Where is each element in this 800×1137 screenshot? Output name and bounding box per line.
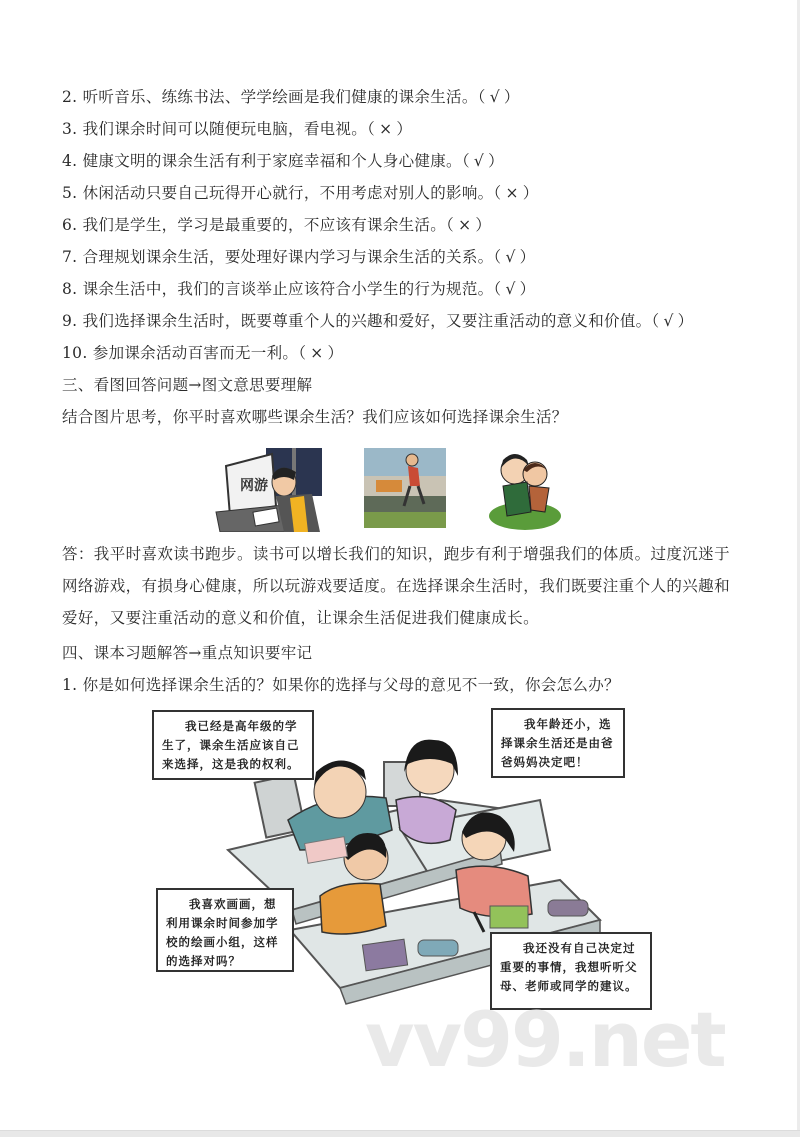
reading-picture (487, 446, 563, 534)
speech-bubble-top-right: 我年龄还小，选择课余生活还是由爸爸妈妈决定吧！ (491, 708, 625, 778)
section-4-question: 1. 你是如何选择课余生活的？如果你的选择与父母的意见不一致，你会怎么办？ (62, 676, 620, 694)
answer-mark: √ (489, 88, 500, 106)
judgement-item-8: 8. 课余生活中，我们的言谈举止应该符合小学生的行为规范。（ √ ） (62, 280, 536, 298)
answer-mark: × (505, 184, 519, 202)
answer-mark: × (310, 344, 324, 362)
judgement-item-9: 9. 我们选择课余生活时，既要尊重个人的兴趣和爱好，又要注重活动的意义和价值。（ √ ） (62, 312, 694, 330)
watermark: vv99.net (365, 995, 725, 1084)
online-gaming-picture (214, 446, 326, 532)
judgement-item-7: 7. 合理规划课余生活，要处理好课内学习与课余生活的关系。（ √ ） (62, 248, 536, 266)
section-4-heading: 四、课本习题解答→重点知识要牢记 (62, 644, 313, 662)
section-3-answer: 答：我平时喜欢读书跑步。读书可以增长我们的知识，跑步有利于增强我们的体质。过度沉迷于网络游戏，有损身心健康，所以玩游戏要适度。在选择课余生活时，我们既要注重个人的兴趣和爱好，又要注重活动的意义和价值，让课余生活促进我们健康成长。 (62, 545, 730, 627)
judgement-item-3: 3. 我们课余时间可以随便玩电脑，看电视。（ × ） (62, 120, 413, 138)
computer-screen-label: 网游 (240, 478, 268, 494)
speech-bubble-top-left: 我已经是高年级的学生了，课余生活应该自己来选择，这是我的权利。 (152, 710, 314, 780)
answer-mark: √ (473, 152, 485, 170)
speech-bubble-bottom-right: 我还没有自己决定过重要的事情，我想听听父母、老师或同学的建议。 (490, 932, 652, 1010)
judgement-item-4: 4. 健康文明的课余生活有利于家庭幸福和个人身心健康。（ √ ） (62, 152, 504, 170)
answer-mark: √ (663, 312, 674, 330)
judgement-item-6: 6. 我们是学生，学习是最重要的，不应该有课余生活。（ × ） (62, 216, 492, 234)
answer-mark: √ (505, 280, 516, 298)
answer-mark: √ (505, 248, 516, 266)
answer-mark: × (379, 120, 393, 138)
running-picture (364, 446, 446, 530)
answer-mark: × (458, 216, 472, 234)
page-bottom-bar (0, 1130, 800, 1137)
judgement-item-5: 5. 休闲活动只要自己玩得开心就行，不用考虑对别人的影响。（ × ） (62, 184, 539, 202)
judgement-item-2: 2. 听听音乐、练练书法、学学绘画是我们健康的课余生活。（ √ ） (62, 88, 520, 106)
speech-bubble-bottom-left: 我喜欢画画，想利用课余时间参加学校的绘画小组，这样的选择对吗？ (156, 888, 294, 972)
section-3-question: 结合图片思考，你平时喜欢哪些课余生活？我们应该如何选择课余生活？ (62, 408, 568, 426)
section-3-heading: 三、看图回答问题→图文意思要理解 (62, 376, 313, 394)
judgement-item-10: 10. 参加课余活动百害而无一利。（ × ） (62, 344, 344, 362)
